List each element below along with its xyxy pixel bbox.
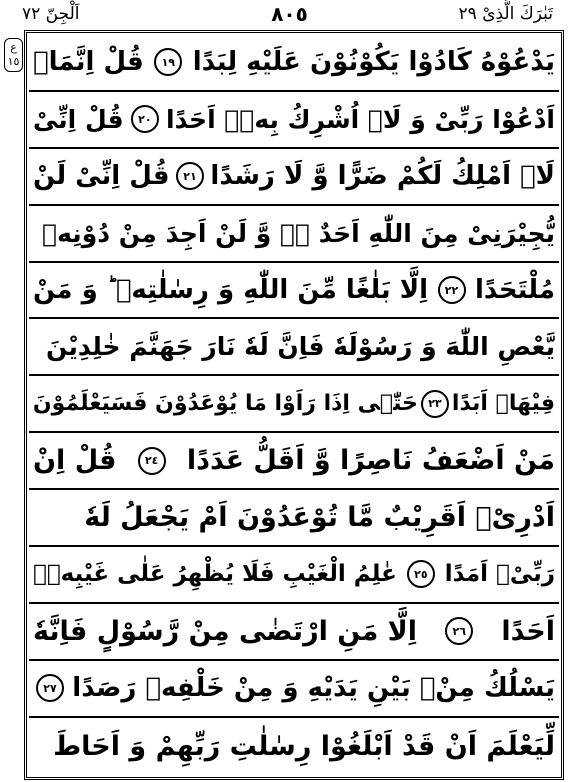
- line-text-continuation: قُلْ اِنِّیْ: [33, 104, 124, 134]
- line-text-continuation: اِلَّا مَنِ ارْتَضٰى مِنْ رَّسُوْلٍ فَاِنَّهٗ: [33, 615, 418, 647]
- line-text: اَحَدًا: [501, 615, 555, 647]
- ayah-number-marker: ٢٦: [445, 617, 473, 645]
- line-text-continuation: قُلْ اِنَّمَاۤ: [33, 47, 144, 78]
- line-text: فِیْهَاۤ اَبَدًا: [451, 391, 555, 417]
- text-line: [29, 718, 559, 775]
- juz-name: اَلْجِنّ ٧٢: [22, 4, 80, 24]
- line-text-continuation: قُلْ اِنْ: [33, 445, 117, 477]
- ayah-number-marker: ٢٣: [421, 390, 449, 418]
- text-line: [29, 604, 559, 661]
- line-text-continuation: حَتّٰۤى اِذَا رَاَوْا مَا یُوْعَدُوْنَ فَسَیَعْلَمُوْنَ: [32, 391, 418, 417]
- line-text: یَدْعُوْهُ كَادُوْا یَكُوْنُوْنَ عَلَیْهِ لِبَدًا: [192, 47, 555, 78]
- ayah-number-marker: ٢١: [176, 162, 204, 190]
- ayah-number-marker: ١٩: [154, 48, 182, 76]
- text-line: [29, 376, 559, 433]
- page-header: [0, 0, 579, 30]
- text-line: [29, 263, 559, 320]
- ayah-number-marker: ٢٠: [131, 105, 159, 133]
- page-number: ٨٠٥: [271, 2, 308, 26]
- text-line: [29, 547, 559, 604]
- surah-name: تَبٰرَكَ الَّذِیْ ٢٩: [458, 4, 553, 24]
- text-line: [29, 661, 559, 718]
- text-lines: [29, 35, 559, 775]
- line-text: یَسْلُكُ مِنْۢ بَیْنِ یَدَیْهِ وَ مِنْ خَلْفِهٖ رَصَدًا: [72, 673, 555, 704]
- line-text: رَبِّیْۤ اَمَدًا: [444, 561, 555, 588]
- ayah-number-marker: ٢٢: [438, 276, 466, 304]
- text-line: [29, 149, 559, 206]
- line-text: اَدْرِیْۤ اَقَرِیْبٌ مَّا تُوْعَدُوْنَ اَمْ یَجْعَلُ لَهٗ: [84, 502, 555, 534]
- line-text: مَنْ اَضْعَفُ نَاصِرًا وَّ اَقَلُّ عَدَدًا: [186, 445, 555, 477]
- line-text: اَدْعُوْا رَبِّیْ وَ لَاۤ اُشْرِكُ بِهٖۤ اَحَدًا: [166, 104, 555, 134]
- line-text-continuation: قُلْ اِنِّیْ لَنْ: [33, 161, 170, 192]
- line-text: لَاۤ اَمْلِكُ لَكُمْ ضَرًّا وَّ لَا رَشَدًا: [210, 161, 555, 192]
- line-text-continuation: عٰلِمُ الْغَیْبِ فَلَا یُظْهِرُ عَلٰى غَیْبِهٖۤ: [33, 561, 397, 588]
- line-text: یَّعْصِ اللّٰهَ وَ رَسُوْلَهٗ فَاِنَّ لَهٗ نَارَ جَهَنَّمَ خٰلِدِیْنَ: [46, 332, 555, 362]
- ruku-marker: ع ١٥: [4, 38, 23, 72]
- ayah-number-marker: ٢٥: [407, 560, 435, 588]
- text-line: [29, 319, 559, 376]
- text-line: [29, 206, 559, 263]
- ayah-number-marker: ٢٤: [138, 447, 166, 475]
- line-text: یُّجِیْرَنِیْ مِنَ اللّٰهِ اَحَدٌ ۙ۬ وَّ لَنْ اَجِدَ مِنْ دُوْنِهٖ: [42, 218, 555, 248]
- ayah-number-marker: ٢٧: [36, 674, 64, 702]
- line-text: مُلْتَحَدًا: [475, 275, 555, 305]
- text-line: [29, 92, 559, 149]
- text-line: [29, 490, 559, 547]
- line-text-continuation: اِلَّا بَلٰغًا مِّنَ اللّٰهِ وَ رِسٰلٰتِهٖ ؕ وَ مَنْ: [33, 275, 429, 305]
- text-line: [29, 433, 559, 490]
- line-text: لِّیَعْلَمَ اَنْ قَدْ اَبْلَغُوْا رِسٰلٰتِ رَبِّهِمْ وَ اَحَاطَ: [53, 730, 555, 762]
- text-line: [29, 35, 559, 92]
